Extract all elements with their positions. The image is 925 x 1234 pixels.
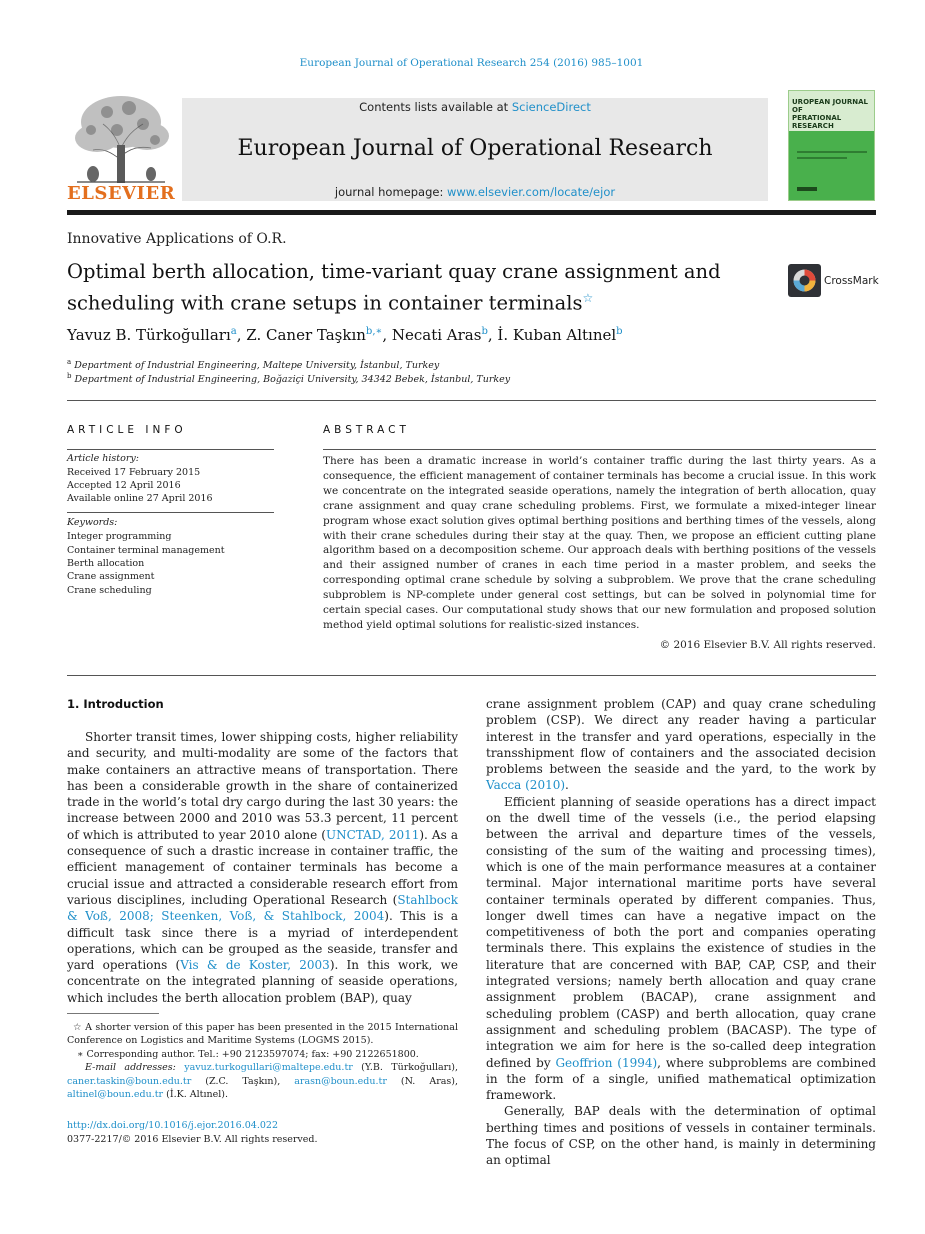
history-online: Available online 27 April 2016 (67, 493, 213, 504)
cover-title: UROPEAN JOURNAL OF PERATIONAL RESEARCH (792, 98, 869, 130)
journal-title: European Journal of Operational Research (237, 136, 713, 161)
email-link[interactable]: arasn@boun.edu.tr (294, 1075, 387, 1087)
text-run: ). In this work, we concentrate on the integrated planning of seaside operations, which includes the berth allocation problem (BAP), quay (67, 958, 458, 1005)
author-affiliation-link[interactable]: b (616, 326, 623, 337)
email-link[interactable]: caner.taskin@boun.edu.tr (67, 1075, 192, 1087)
intro-right-column (486, 696, 876, 1169)
affiliation-text: Department of Industrial Engineering, Maltepe University, İstanbul, Turkey (74, 360, 440, 372)
citation-link[interactable]: Geoffrion (1994) (555, 1055, 658, 1070)
text-run: ). As a consequence of such a drastic increase in container traffic, the efficient management of container terminals has become a crucial issue and attracted a considerable research effort from various disciplines, including Operational Research ( (67, 827, 458, 907)
citation-link[interactable]: Vacca (2010) (486, 778, 566, 793)
history-received: Received 17 February 2015 (67, 467, 201, 478)
history-accepted: Accepted 12 April 2016 (67, 480, 181, 491)
text-run: , where subproblems are combined in the form of a single, unified mathematical optimization framework. (486, 1055, 877, 1103)
author-name: İ. Kuban Altınel (497, 326, 617, 344)
author-name: Yavuz B. Türkoğulları (67, 326, 231, 344)
email-owner: (İ.K. Altınel). (163, 1089, 229, 1101)
citation-link[interactable]: UNCTAD, 2011 (325, 827, 420, 842)
intro-left-column (67, 729, 458, 1006)
keywords-label: Keywords: (67, 517, 118, 528)
crossmark-label[interactable]: CrossMark (824, 275, 879, 287)
email-owner: (Z.C. Taşkın), (191, 1075, 295, 1087)
author-affiliation-link[interactable]: b,∗ (365, 326, 383, 337)
section-kicker: Innovative Applications of O.R. (67, 231, 287, 247)
footnote-mark: ∗ (77, 1048, 84, 1060)
title-footnote-star[interactable]: ☆ (582, 291, 594, 305)
text-run: ). This is a difficult task since there is a myriad of interdependent operations, which can be grouped as the seaside, transfer and yard operations ( (67, 909, 458, 973)
abstract-copyright: © 2016 Elsevier B.V. All rights reserved. (659, 639, 876, 651)
contents-prefix: Contents lists available at (359, 100, 512, 114)
email-link[interactable]: yavuz.turkogullari@maltepe.edu.tr (184, 1062, 353, 1074)
keyword: Crane scheduling (67, 585, 152, 596)
citation-link[interactable]: Vis & de Koster, 2003 (180, 958, 330, 973)
abstract-heading: ABSTRACT (323, 424, 410, 436)
footnote-emails (67, 1061, 458, 1101)
author-name: Z. Caner Taşkın (246, 326, 366, 344)
header-divider (67, 400, 876, 401)
affiliation (67, 358, 439, 371)
paper-title (67, 258, 767, 317)
history-label: Article history: (67, 453, 139, 464)
text-run: crane assignment problem (CAP) and quay crane scheduling problem (CSP). We direct any reader having a particular interest in the transfer and yard operations, especially in the transshipment flow of containers and the associated decision problems between the seaside and the yard, to the work by (486, 697, 876, 777)
article-info-rule (67, 449, 274, 450)
section-heading-introduction: 1. Introduction (67, 697, 164, 711)
author-name: Necati Aras (391, 326, 482, 344)
affiliation (67, 372, 510, 385)
author-affiliation-link[interactable]: a (230, 326, 237, 337)
keyword: Berth allocation (67, 558, 145, 569)
sciencedirect-link[interactable]: ScienceDirect (511, 100, 591, 114)
abstract-divider (67, 675, 876, 676)
affiliation-mark: a (67, 358, 72, 366)
email-label: E-mail addresses: (85, 1062, 176, 1074)
footnote-rule (67, 1013, 159, 1014)
keyword: Integer programming (67, 531, 172, 542)
abstract-rule (323, 449, 876, 450)
title-line-1: Optimal berth allocation, time-variant quay crane assignment and (67, 260, 721, 283)
footnote-star (67, 1021, 458, 1048)
citation-link[interactable]: Stahlbock & Voß, 2008; Steenken, Voß, & Stahlbock, 2004 (67, 892, 458, 924)
keywords-rule (67, 512, 274, 513)
text-run: Shorter transit times, lower shipping costs, higher reliability and security, and multi-modality are some of the factors that make containers an attractive means of transportation. There has been a considerable growth in the share of containerized trade in the world’s total dry cargo during the last 30 years: the increase between 2000 and 2010 was 53.3 percent, 11 percent of which is attributed to year 2010 alone ( (67, 730, 458, 842)
intro-paragraph (486, 696, 876, 794)
intro-paragraph (486, 794, 876, 1104)
contents-line (182, 100, 768, 114)
homepage-line (182, 185, 768, 199)
author-list (67, 326, 623, 344)
email-link[interactable]: altinel@boun.edu.tr (67, 1089, 164, 1101)
author-separator: , (382, 326, 392, 344)
doi-link[interactable]: http://dx.doi.org/10.1016/j.ejor.2016.04.022 (67, 1120, 278, 1131)
text-run: . (565, 778, 569, 793)
email-owner: (Y.B. Türkoğulları), (352, 1062, 458, 1074)
keyword: Crane assignment (67, 571, 155, 582)
footnote-corresponding (67, 1048, 458, 1061)
email-owner: (N. Aras), (386, 1075, 458, 1087)
title-line-2: scheduling with crane setups in container terminals (67, 291, 583, 315)
footnote-text: A shorter version of this paper has been presented in the 2015 International Conference on Logistics and Maritime Systems (LOGMS 2015). (67, 1022, 458, 1047)
affiliation-text: Department of Industrial Engineering, Boğaziçi University, 34342 Bebek, İstanbul, Turkey (74, 374, 511, 386)
author-separator: , (236, 326, 247, 344)
author-separator: , (487, 326, 498, 344)
intro-paragraph (67, 729, 458, 1006)
journal-citation-link[interactable]: European Journal of Operational Research 254 (2016) 985–1001 (299, 57, 644, 69)
footnote-mark: ☆ (73, 1022, 82, 1033)
keyword: Container terminal management (67, 545, 225, 556)
intro-paragraph: Generally, BAP deals with the determination of optimal berthing times and positions of vessels in container terminals. The focus of CSP, on the other hand, is mainly in determining an optimal (486, 1104, 876, 1168)
issn-line: 0377-2217/© 2016 Elsevier B.V. All rights reserved. (67, 1134, 318, 1145)
footnote-text: Corresponding author. Tel.: +90 2123597074; fax: +90 2122651800. (86, 1048, 419, 1060)
author-affiliation-link[interactable]: b (481, 326, 488, 337)
affiliation-mark: b (67, 372, 72, 380)
masthead-rule (67, 210, 876, 215)
abstract-text: There has been a dramatic increase in world’s container traffic during the last thirty years. As a consequence, the efficient management of container terminals has become a crucial issue. In this work we concentrate on the integrated seaside operations, namely the integration of berth allocation, quay crane assignment and quay crane scheduling problems. First, we formulate a mixed-integer linear program whose exact solution gives optimal berthing positions and berthing times of the vessels, along with their crane schedules during their stay at the quay. Then, we propose an efficient cutting plane algorithm based on a decomposition scheme. Our approach deals with berthing positions of the vessels and their assigned number of cranes in each time period in a master problem, and seeks the corresponding optimal crane schedule by solving a subproblem. We prove that the crane scheduling subproblem is NP-complete under general cost settings, but can be solved in polynomial time for certain special cases. Our computational study shows that our new formulation and proposed solution method yield optimal solutions for realistic-sized instances. (323, 455, 876, 631)
elsevier-wordmark: ELSEVIER (67, 183, 176, 204)
journal-homepage-link[interactable]: www.elsevier.com/locate/ejor (447, 185, 616, 199)
article-info-heading: ARTICLE INFO (67, 424, 187, 436)
footnotes (67, 1021, 458, 1101)
crossmark-icon[interactable] (788, 264, 821, 297)
text-run: Efficient planning of seaside operations has a direct impact on the dwell time of the vessels (i.e., the period elapsing between the arrival and departure times of the vessels, consisting of the sum of the waiting and processing times), which is one of the main performance measures at a container terminal. Major international maritime ports have several container terminals operated by different companies. Thus, longer dwell times can have a negative impact on the competitiveness of both the port and companies operating terminals there. This explains the existence of studies in the literature that are concerned with BAP, CAP, CSP, and their integrated versions; namely berth allocation and quay crane assignment problem (BACAP), crane assignment and scheduling problem (CASP) and berth allocation, quay crane assignment and scheduling problem (BACASP). The type of integration we aim for here is the so-called deep integration defined by (486, 794, 876, 1070)
homepage-prefix: journal homepage: (334, 185, 447, 199)
